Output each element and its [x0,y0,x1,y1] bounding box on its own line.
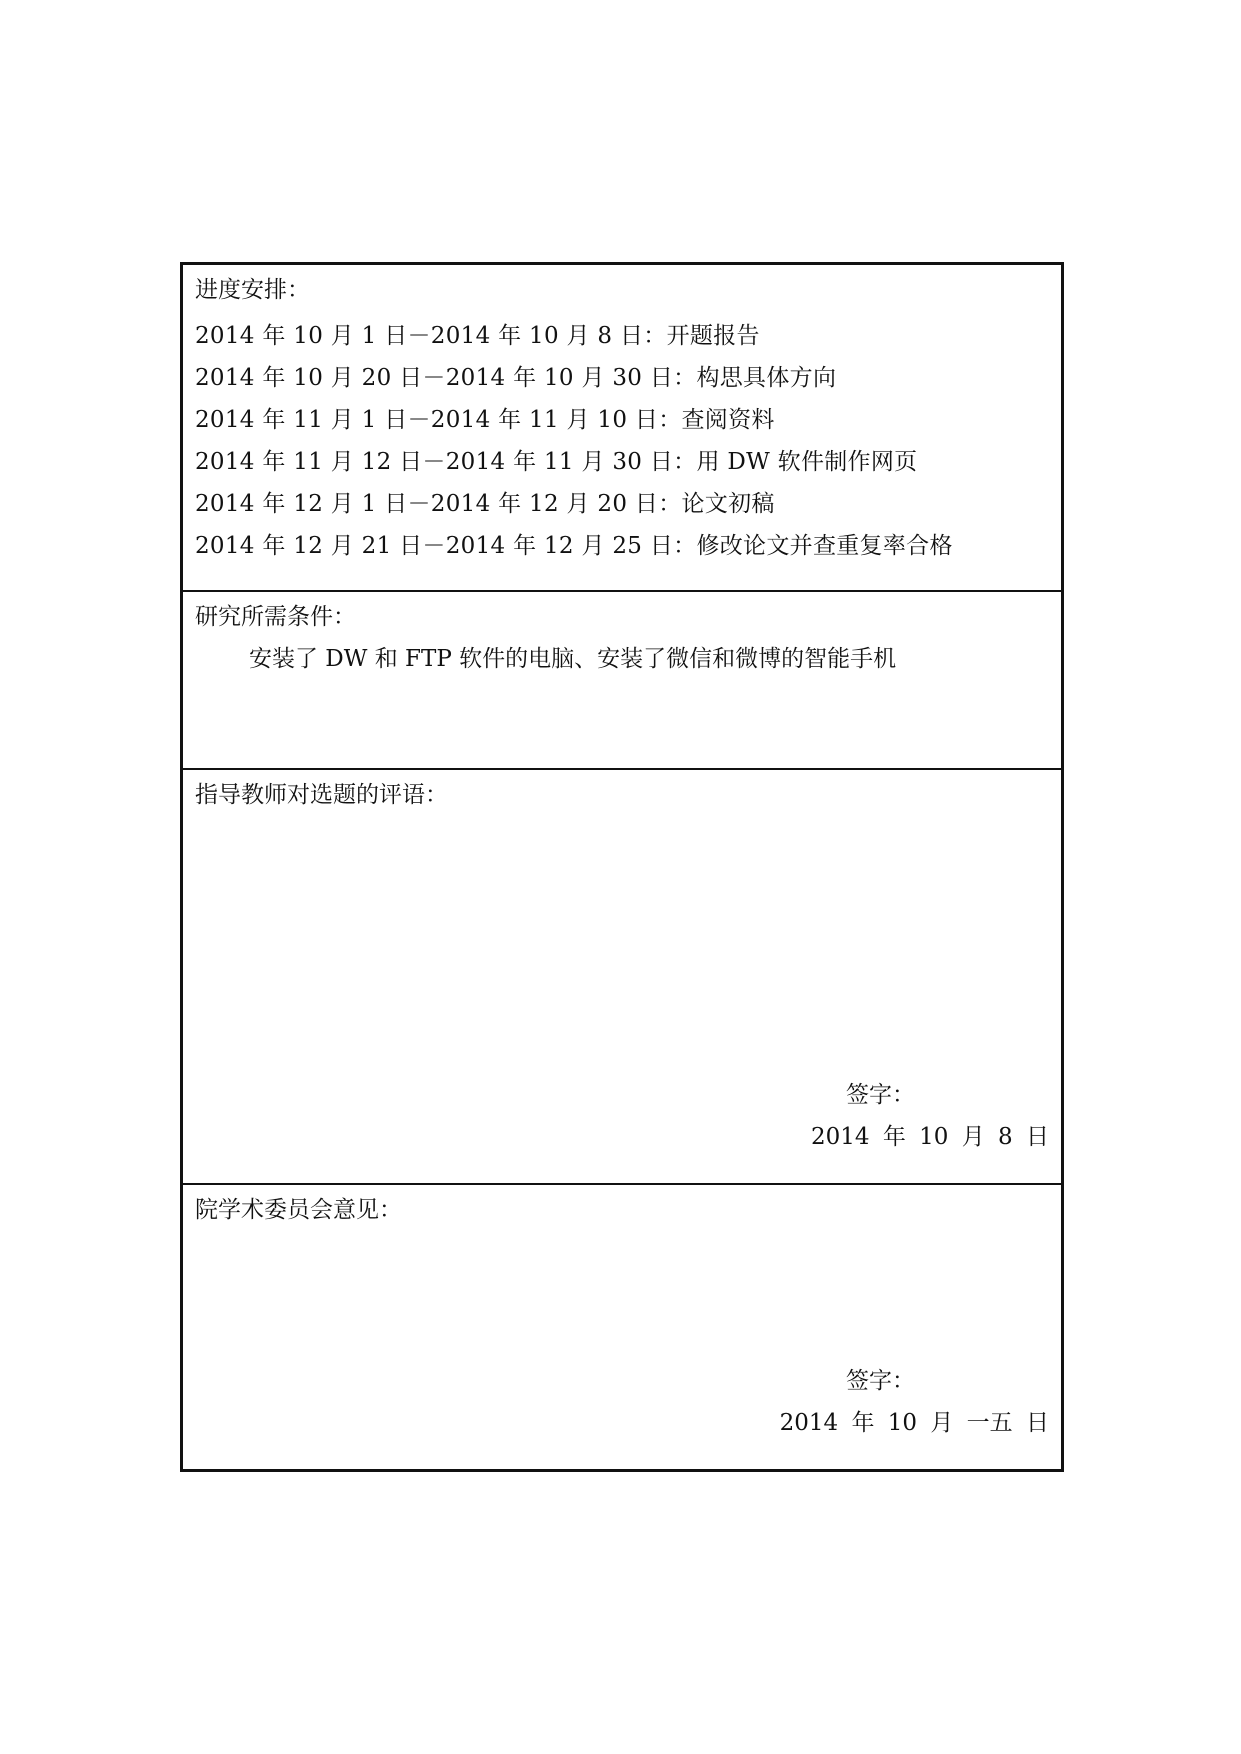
schedule-item: 2014 年 11 月 12 日－2014 年 11 月 30 日：用 DW 软件制作网页 [195,449,918,475]
advisor-signature-label: 签字： [846,1082,915,1108]
advisor-comment-section [183,770,1061,1185]
schedule-section [183,265,1061,592]
advisor-signature-date: 2014 年 10 月 8 日 [811,1124,1049,1150]
committee-signature-label: 签字： [846,1368,915,1394]
conditions-text: 安装了 DW 和 FTP 软件的电脑、安装了微信和微博的智能手机 [249,646,897,672]
conditions-section [183,592,1061,770]
committee-opinion-section [183,1185,1061,1469]
schedule-item: 2014 年 12 月 21 日－2014 年 12 月 25 日：修改论文并查重复率合格 [195,533,953,559]
schedule-heading: 进度安排： [195,277,310,303]
committee-opinion-heading: 院学术委员会意见： [195,1197,402,1223]
committee-signature-date: 2014 年 10 月 一五 日 [779,1410,1049,1436]
schedule-item: 2014 年 10 月 1 日－2014 年 10 月 8 日：开题报告 [195,323,760,349]
schedule-item: 2014 年 10 月 20 日－2014 年 10 月 30 日：构思具体方向 [195,365,837,391]
conditions-heading: 研究所需条件： [195,604,356,630]
schedule-item: 2014 年 11 月 1 日－2014 年 11 月 10 日：查阅资料 [195,407,775,433]
proposal-form-table [180,262,1064,1472]
schedule-item: 2014 年 12 月 1 日－2014 年 12 月 20 日：论文初稿 [195,491,775,517]
schedule-list [195,315,953,567]
advisor-comment-heading: 指导教师对选题的评语： [195,782,448,808]
